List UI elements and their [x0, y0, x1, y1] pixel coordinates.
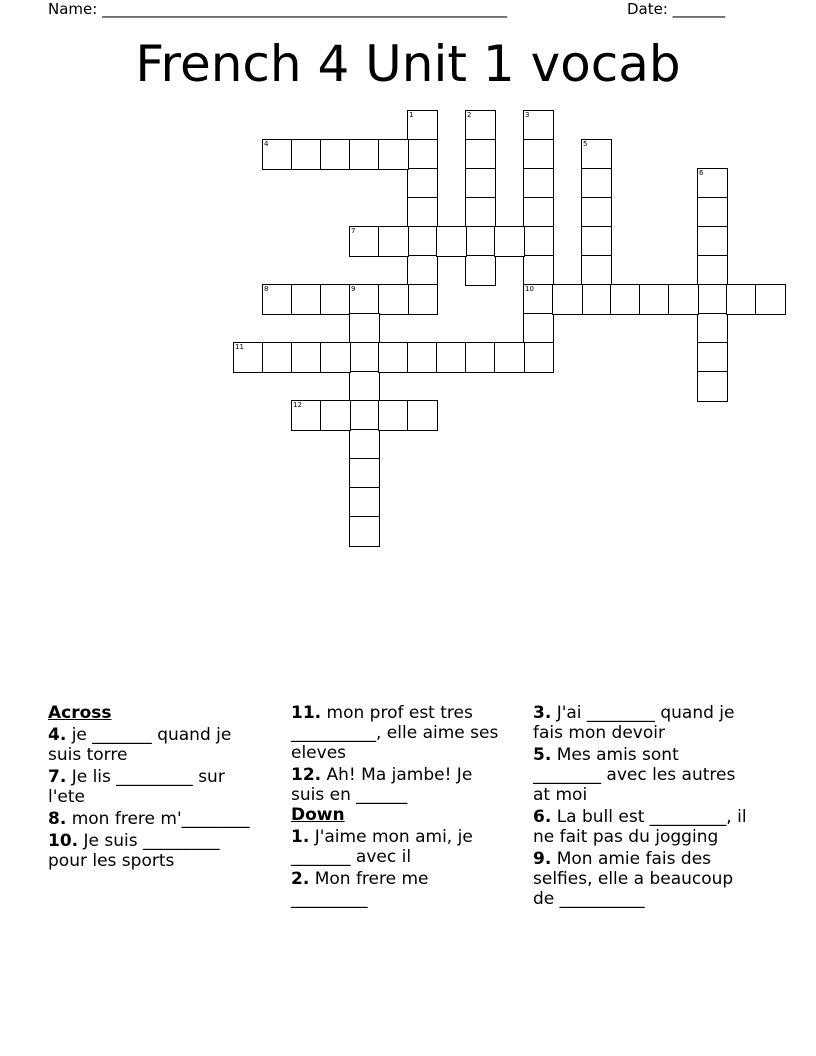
grid-cell[interactable] [378, 342, 409, 373]
clue-number: 1 [409, 111, 414, 119]
clue-number: 11 [235, 343, 244, 351]
grid-cell[interactable] [262, 342, 293, 373]
grid-cell[interactable] [407, 255, 438, 286]
clue-down-2: 2. Mon frere me _________ [291, 869, 429, 909]
clue-number: 7 [351, 227, 356, 235]
grid-cell[interactable] [697, 313, 728, 344]
grid-cell[interactable] [262, 284, 293, 315]
grid-cell[interactable] [697, 255, 728, 286]
grid-cell[interactable] [465, 255, 496, 286]
grid-cell[interactable] [349, 371, 380, 402]
grid-cell[interactable] [349, 487, 380, 518]
grid-cell[interactable] [552, 284, 583, 315]
grid-cell[interactable] [494, 226, 525, 257]
grid-cell[interactable] [465, 197, 496, 228]
grid-cell[interactable] [465, 342, 496, 373]
grid-cell[interactable] [349, 342, 380, 373]
clues-column-2 [291, 703, 506, 909]
grid-cell[interactable] [407, 284, 438, 315]
grid-cell[interactable] [320, 400, 351, 431]
grid-cell[interactable] [436, 342, 467, 373]
grid-cell[interactable] [320, 342, 351, 373]
grid-cell[interactable] [581, 284, 612, 315]
grid-cell[interactable] [523, 168, 554, 199]
clue-number: 9 [351, 285, 356, 293]
grid-cell[interactable] [407, 197, 438, 228]
grid-cell[interactable] [378, 284, 409, 315]
clue-down-3: 3. J'ai ________ quand je fais mon devoir [533, 703, 735, 743]
grid-cell[interactable] [291, 284, 322, 315]
clue-number: 6 [699, 169, 704, 177]
clue-down-1: 1. J'aime mon ami, je _______ avec il [291, 827, 473, 867]
grid-cell[interactable] [523, 197, 554, 228]
grid-cell[interactable] [407, 139, 438, 170]
grid-cell[interactable] [581, 197, 612, 228]
grid-cell[interactable] [465, 139, 496, 170]
grid-cell[interactable] [233, 342, 264, 373]
grid-cell[interactable] [581, 255, 612, 286]
clue-across-12: 12. Ah! Ma jambe! Je suis en ______ [291, 765, 473, 805]
clue-across-10: 10. Je suis _________ pour les sports [48, 831, 220, 871]
grid-cell[interactable] [581, 226, 612, 257]
date-field-label: Date: _______ [627, 0, 726, 18]
grid-cell[interactable] [523, 342, 554, 373]
grid-cell[interactable] [407, 168, 438, 199]
grid-cell[interactable] [639, 284, 670, 315]
grid-cell[interactable] [523, 139, 554, 170]
grid-cell[interactable] [291, 342, 322, 373]
clue-down-5: 5. Mes amis sont ________ avec les autres at moi [533, 745, 736, 805]
grid-cell[interactable] [523, 313, 554, 344]
grid-cell[interactable] [349, 429, 380, 460]
grid-cell[interactable] [349, 139, 380, 170]
grid-cell[interactable] [697, 371, 728, 402]
grid-cell[interactable] [755, 284, 786, 315]
clues-column-1 [48, 703, 263, 871]
clue-across-8: 8. mon frere m'________ [48, 809, 250, 829]
grid-cell[interactable] [697, 342, 728, 373]
grid-cell[interactable] [697, 197, 728, 228]
down-heading: Down [291, 805, 345, 825]
grid-cell[interactable] [407, 342, 438, 373]
clue-across-11: 11. mon prof est tres __________, elle aime ses eleves [291, 703, 499, 763]
grid-cell[interactable] [320, 139, 351, 170]
clues-column-3 [533, 703, 748, 909]
grid-cell[interactable] [697, 226, 728, 257]
page-title: French 4 Unit 1 vocab [135, 35, 681, 93]
grid-cell[interactable] [697, 284, 728, 315]
grid-cell[interactable] [320, 284, 351, 315]
grid-cell[interactable] [610, 284, 641, 315]
grid-cell[interactable] [523, 255, 554, 286]
grid-cell[interactable] [262, 139, 293, 170]
across-heading: Across [48, 703, 112, 723]
grid-cell[interactable] [726, 284, 757, 315]
clue-down-9: 9. Mon amie fais des selfies, elle a beaucoup de __________ [533, 849, 734, 909]
grid-cell[interactable] [465, 168, 496, 199]
clue-down-6: 6. La bull est _________, il ne fait pas du jogging [533, 807, 747, 847]
grid-cell[interactable] [581, 168, 612, 199]
grid-cell[interactable] [349, 516, 380, 547]
grid-cell[interactable] [407, 400, 438, 431]
clue-number: 10 [525, 285, 534, 293]
grid-cell[interactable] [523, 226, 554, 257]
grid-cell[interactable] [494, 342, 525, 373]
grid-cell[interactable] [378, 139, 409, 170]
clue-number: 2 [467, 111, 472, 119]
grid-cell[interactable] [436, 226, 467, 257]
grid-cell[interactable] [378, 226, 409, 257]
clue-number: 5 [583, 140, 588, 148]
grid-cell[interactable] [465, 226, 496, 257]
clue-number: 8 [264, 285, 269, 293]
grid-cell[interactable] [349, 313, 380, 344]
grid-cell[interactable] [581, 139, 612, 170]
grid-cell[interactable] [349, 226, 380, 257]
grid-cell[interactable] [697, 168, 728, 199]
clue-across-4: 4. je _______ quand je suis torre [48, 725, 232, 765]
grid-cell[interactable] [668, 284, 699, 315]
grid-cell[interactable] [378, 400, 409, 431]
grid-cell[interactable] [291, 139, 322, 170]
name-field-label: Name: ______________________________________________________ [48, 0, 508, 18]
clue-number: 3 [525, 111, 530, 119]
clue-across-7: 7. Je lis _________ sur l'ete [48, 767, 225, 807]
grid-cell[interactable] [407, 226, 438, 257]
grid-cell[interactable] [407, 110, 438, 141]
grid-cell[interactable] [349, 284, 380, 315]
grid-cell[interactable] [291, 400, 322, 431]
grid-cell[interactable] [349, 458, 380, 489]
grid-cell[interactable] [465, 110, 496, 141]
clue-number: 4 [264, 140, 269, 148]
grid-cell[interactable] [523, 110, 554, 141]
clue-number: 12 [293, 401, 302, 409]
grid-cell[interactable] [349, 400, 380, 431]
grid-cell[interactable] [523, 284, 554, 315]
